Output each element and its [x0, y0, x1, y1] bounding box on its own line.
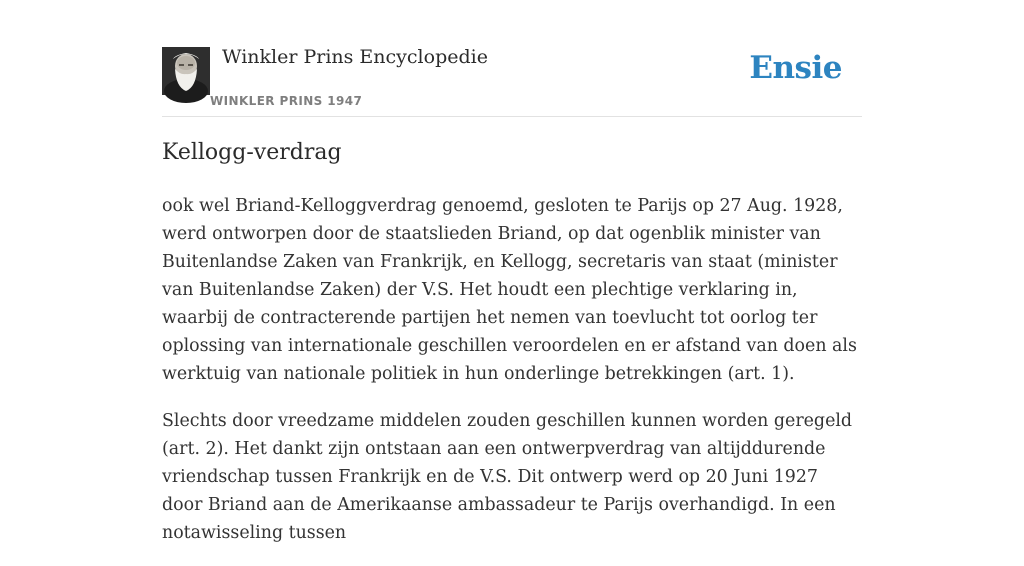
avatar[interactable]: [162, 47, 210, 95]
article-title: Kellogg-verdrag: [162, 140, 342, 165]
source-title[interactable]: Winkler Prins Encyclopedie: [222, 46, 488, 68]
source-header: [162, 0, 862, 117]
source-subtitle[interactable]: WINKLER PRINS 1947: [210, 94, 363, 108]
brand-logo[interactable]: Ensie: [749, 50, 842, 86]
bearded-man-portrait-icon: [162, 47, 210, 95]
paragraph: Slechts door vreedzame middelen zouden geschillen kunnen worden geregeld (art. 2). Het dankt zijn ontstaan aan een ontwerpverdrag van altijddurende vriendschap tussen Frankrijk en de V.S. Dit ontwerp werd op 20 Juni 1927 door Briand aan de Amerikaanse ambassadeur te Parijs overhandigd. In een notawisseling tussen: [162, 411, 853, 543]
paragraph: ook wel Briand-Kelloggverdrag genoemd, gesloten te Parijs op 27 Aug. 1928, werd ontworpen door de staatslieden Briand, op dat ogenblik minister van Buitenlandse Zaken van Frankrijk, en Kellogg, secretaris van staat (minister van Buitenlandse Zaken) der V.S. Het houdt een plechtige verklaring in, waarbij de contracterende partijen het nemen van toevlucht tot oorlog ter oplossing van internationale geschillen veroordelen en er afstand van doen als werktuig van nationale politiek in hun onderlinge betrekkingen (art. 1).: [162, 196, 857, 384]
article-body: [162, 192, 862, 566]
